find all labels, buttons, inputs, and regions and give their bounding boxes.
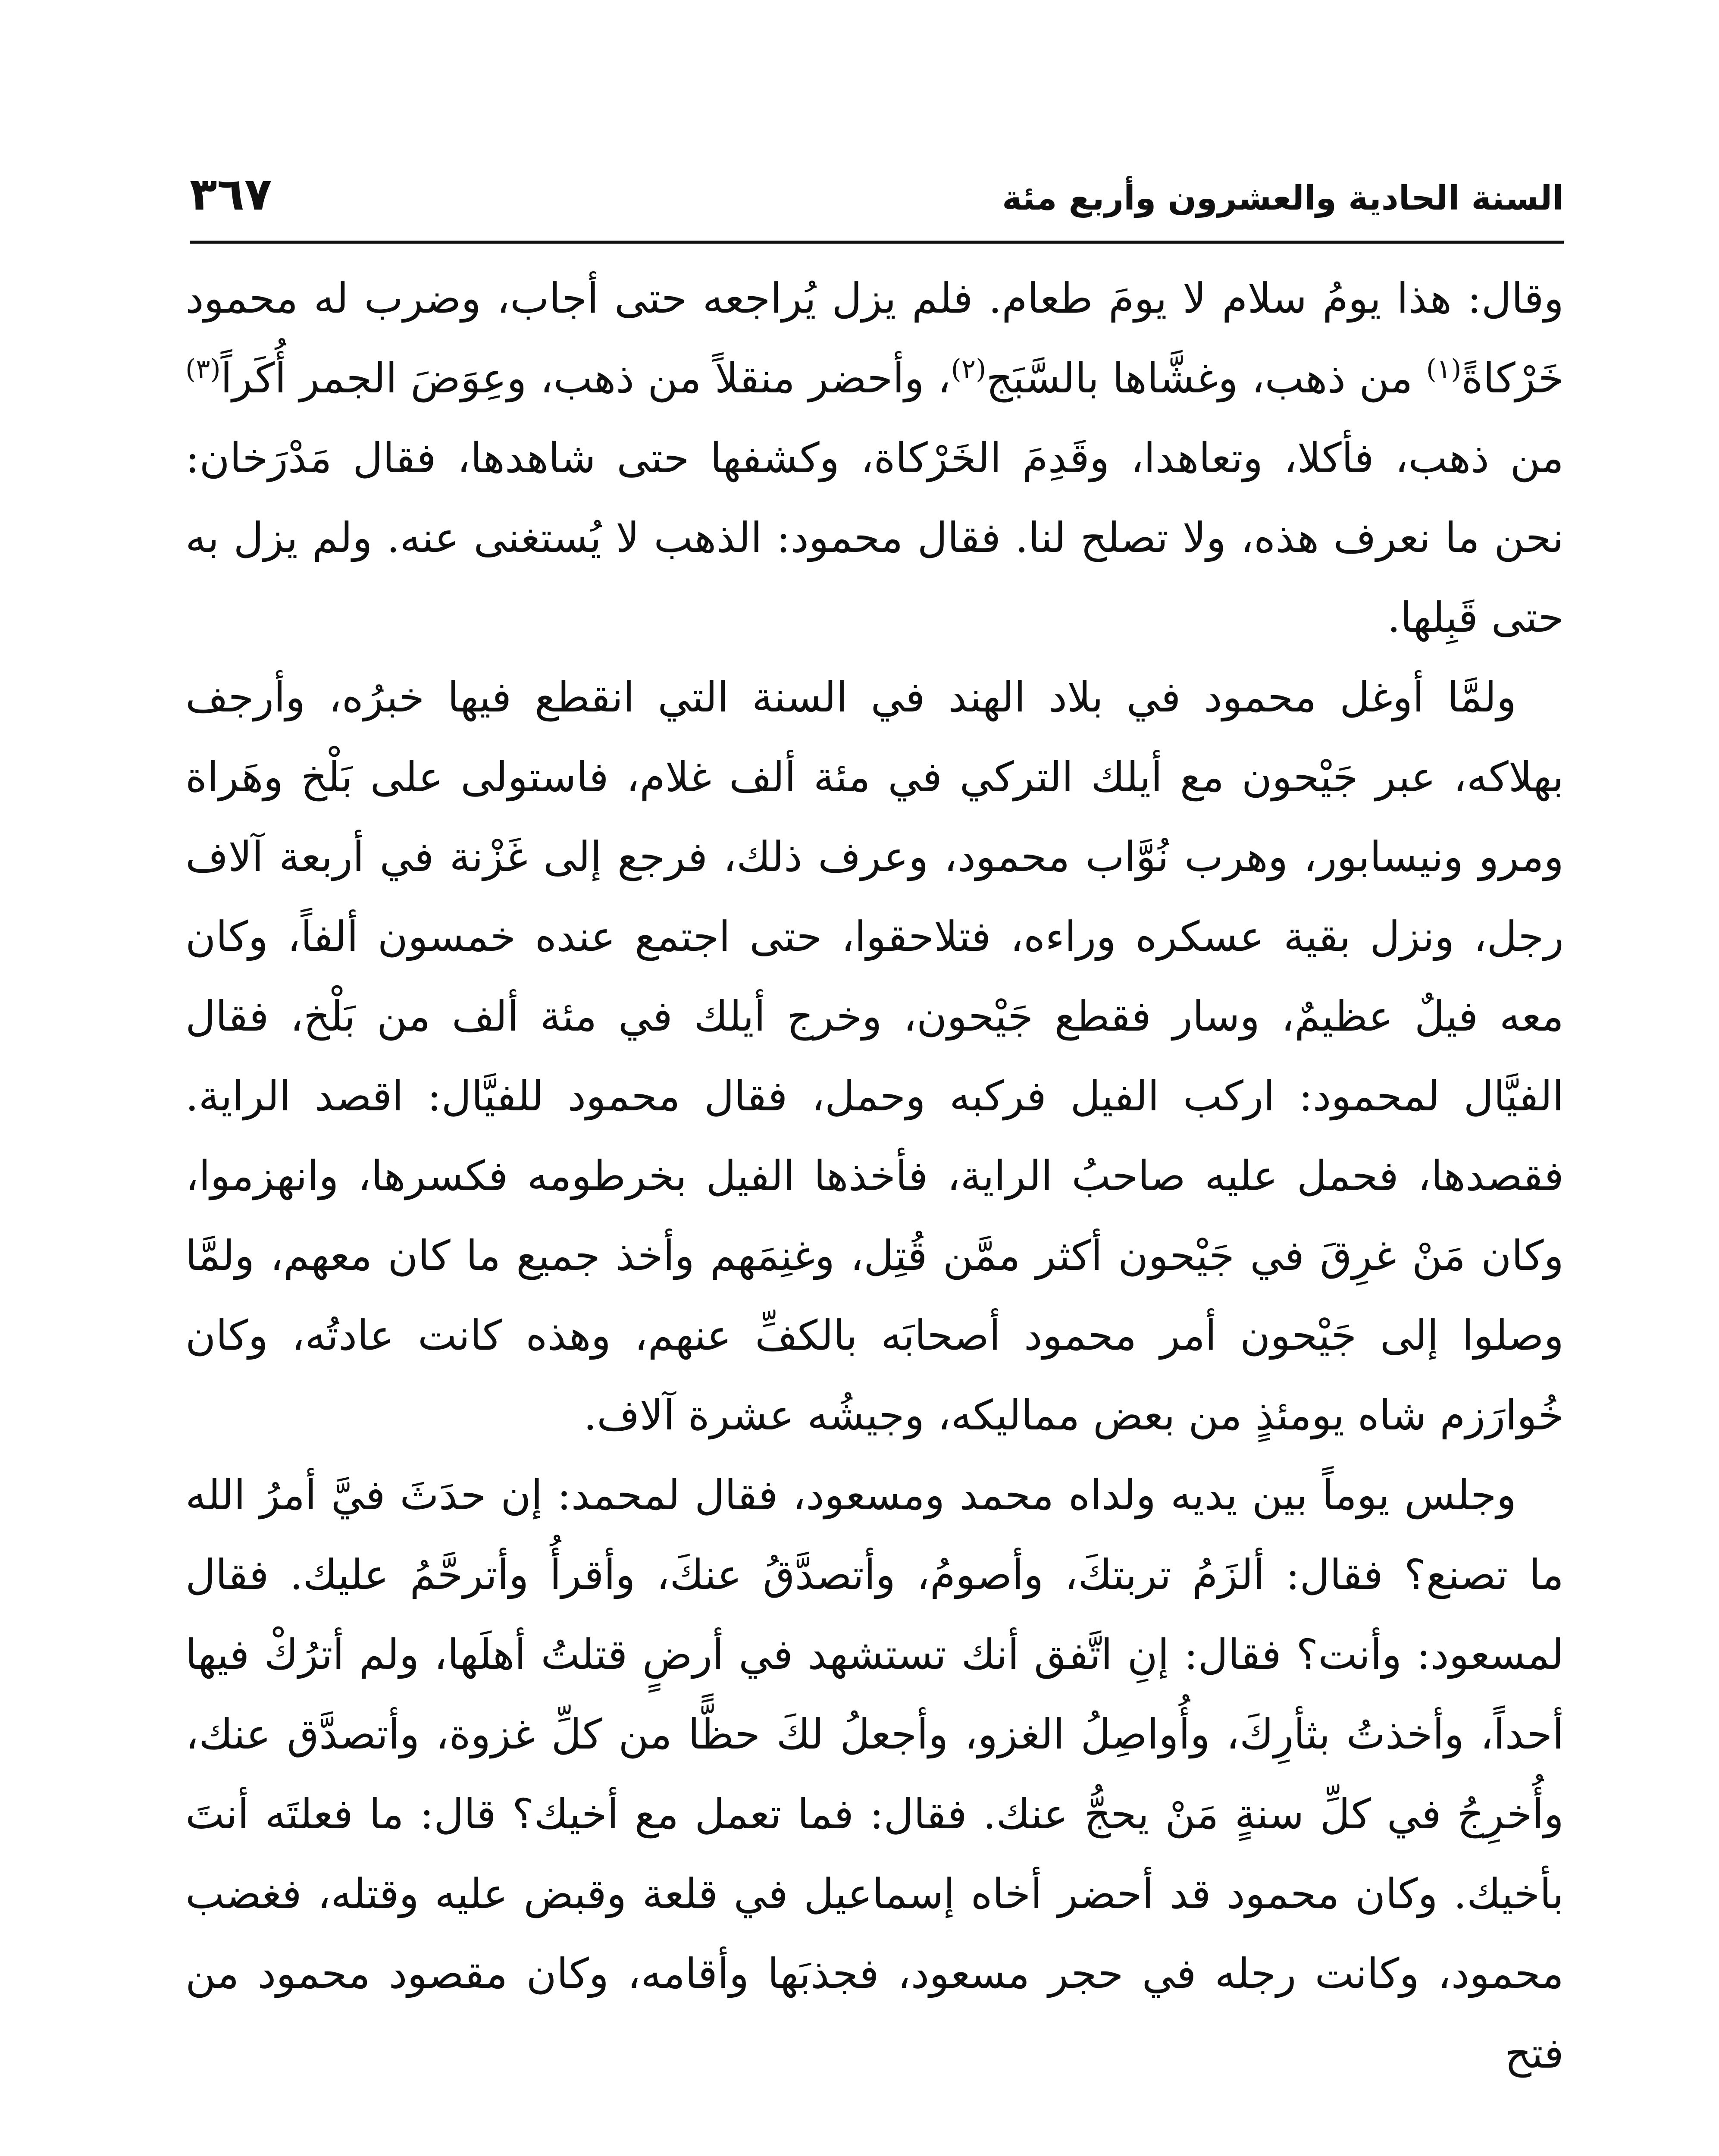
footnote-reference: (٣) [185, 353, 221, 385]
running-title: السنة الحادية والعشرون وأربع مئة [1002, 179, 1564, 218]
footnote-reference: (١) [1426, 353, 1462, 385]
text-segment: من ذهب، فأكلا، وتعاهدا، وقَدِمَ الخَرْكاة، وكشفها حتى شاهدها، فقال مَدْرَخان: نحن ما نعرف هذه، ولا تصلح لنا. فقال محمود: الذهب لا يُستغنى عنه. ولم يزل به حتى قَبِلها. [185, 434, 1564, 642]
text-segment: وقال: هذا يومُ سلام لا يومَ طعام. فلم يزل يُراجعه حتى أجاب، وضرب له محمود خَرْكاةً [185, 274, 1564, 402]
paragraph-3 [185, 1455, 1564, 2093]
text-segment: ولمَّا أوغل محمود في بلاد الهند في السنة التي انقطع فيها خبرُه، وأرجف بهلاكه، عبر جَيْحون مع أيلك التركي في مئة ألف غلام، فاستولى على بَلْخ وهَراة ومرو ونيسابور، وهرب نُوَّاب محمود، وعرف ذلك، فرجع إلى غَزْنة في أربعة آلاف رجل، ونزل بقية عسكره وراءه، فتلاحقوا، حتى اجتمع عنده خمسون ألفاً، وكان معه فيلٌ عظيمٌ، وسار فقطع جَيْحون، وخرج أيلك في مئة ألف من بَلْخ، فقال الفيَّال لمحمود: اركب الفيل فركبه وحمل، فقال محمود للفيَّال: اقصد الراية. فقصدها، فحمل عليه صاحبُ الراية، فأخذها الفيل بخرطومه فكسرها، وانهزموا، وكان مَنْ غرِقَ في جَيْحون أكثر ممَّن قُتِل، وغنِمَهم وأخذ جميع ما كان معهم، ولمَّا وصلوا إلى جَيْحون أمر محمود أصحابَه بالكفِّ عنهم، وهذه كانت عادتُه، وكان خُوارَزم شاه يومئذٍ من بعض مماليكه، وجيشُه عشرة آلاف. [185, 673, 1564, 1439]
footnote-reference: (٢) [951, 353, 986, 385]
text-segment: وجلس يوماً بين يديه ولداه محمد ومسعود، فقال لمحمد: إن حدَثَ فيَّ أمرُ الله ما تصنع؟ فقال: ألزَمُ تربتكَ، وأصومُ، وأتصدَّقُ عنكَ، وأقرأُ وأترحَّمُ عليك. فقال لمسعود: وأنت؟ فقال: إنِ اتَّفق أنك تستشهد في أرضٍ قتلتُ أهلَها، ولم أترُكْ فيها أحداً، وأخذتُ بثأرِكَ، وأُواصِلُ الغزو، وأجعلُ لكَ حظًّا من كلِّ غزوة، وأتصدَّق عنك، وأُخرِجُ في كلِّ سنةٍ مَنْ يحجُّ عنك. فقال: فما تعمل مع أخيك؟ قال: ما فعلتَه أنتَ بأخيك. وكان محمود قد أحضر أخاه إسماعيل في قلعة وقبض عليه وقتله، فغضب محمود، وكانت رجله في حجر مسعود، فجذبَها وأقامه، وكان مقصود محمود من فتح [185, 1471, 1564, 2078]
paragraph-2 [185, 658, 1564, 1455]
page-header [190, 168, 1564, 229]
text-segment: من ذهب، وغشَّاها بالسَّبَج [986, 354, 1426, 402]
text-segment: ، وأحضر منقلاً من ذهب، وعِوَضَ الجمر أُكَراً [220, 354, 951, 402]
header-rule [190, 241, 1564, 244]
main-text [185, 259, 1564, 2093]
paragraph-1 [185, 259, 1564, 658]
page-number: ٣٦٧ [190, 168, 272, 220]
